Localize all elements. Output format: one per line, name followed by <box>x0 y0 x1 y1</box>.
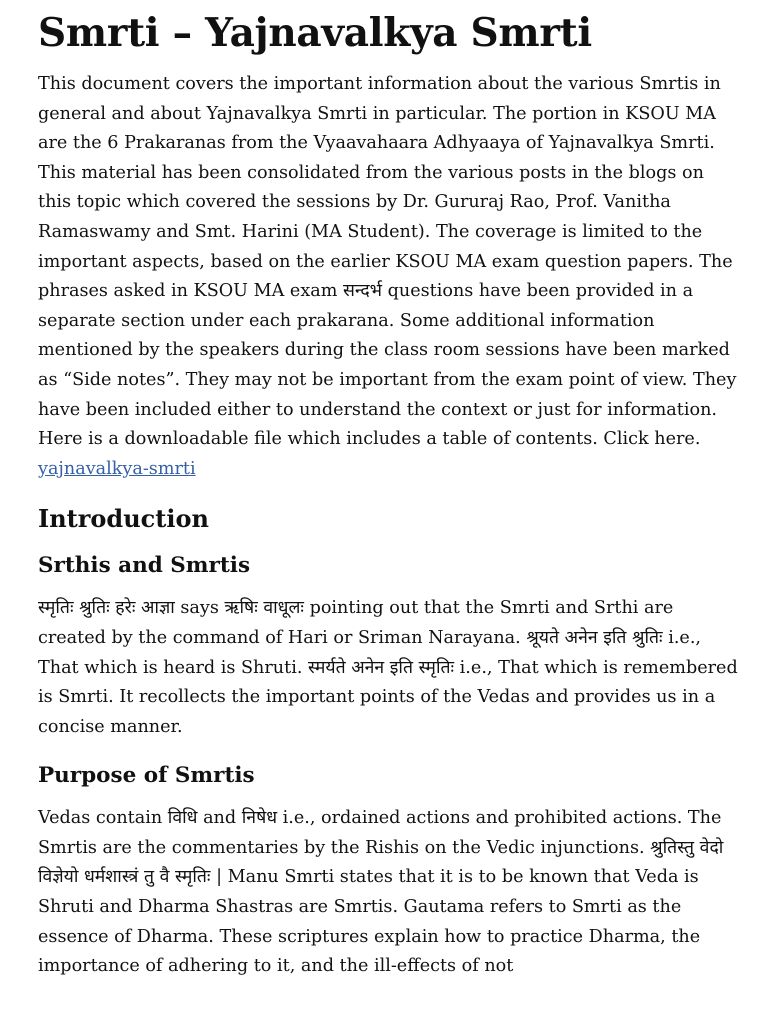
purpose-paragraph: Vedas contain विधि and निषेध i.e., ordained actions and prohibited actions. The Smrtis are the commentaries by the Rishis on the Vedic injunctions. श्रुतिस्तु वेदो विज्ञेयो धर्मशास्त्रं तु वै स्मृतिः | Manu Smrti states that it is to be known that Veda is Shruti and Dharma Shastras are Smrtis. Gautama refers to Smrti as the essence of Dharma. These scriptures explain how to practice Dharma, the importance of adhering to it, and the ill-effects of not <box>38 808 724 977</box>
introduction-heading: Introduction <box>38 504 209 534</box>
purpose-heading: Purpose of Smrtis <box>38 763 255 789</box>
srthis-smrtis-heading: Srthis and Smrtis <box>38 553 251 579</box>
intro-paragraph <box>38 70 738 484</box>
srthis-smrtis-paragraph: स्मृतिः श्रुतिः हरेः आज्ञा says ऋषिः वाधूलः pointing out that the Smrti and Srthi are created by the command of Hari or Sriman Narayana. श्रूयते अनेन इति श्रुतिः i.e., That which is heard is Shruti. स्मर्यते अनेन इति स्मृतिः i.e., That which is remembered is Smrti. It recollects the important points of the Vedas and provides us in a concise manner. <box>38 598 738 737</box>
download-link[interactable]: yajnavalkya-smrti <box>38 458 196 479</box>
page-title: Smrti – Yajnavalkya Smrti <box>38 10 592 56</box>
intro-text: This document covers the important information about the various Smrtis in general and about Yajnavalkya Smrti in particular. The portion in KSOU MA are the 6 Prakaranas from the Vyaavahaara Adhyaaya of Yajnavalkya Smrti. This material has been consolidated from the various posts in the blogs on this topic which covered the sessions by Dr. Gururaj Rao, Prof. Vanitha Ramaswamy and Smt. Harini (MA Student). The coverage is limited to the important aspects, based on the earlier KSOU MA exam question papers. The phrases asked in KSOU MA exam सन्दर्भ questions have been provided in a separate section under each prakarana. Some additional information mentioned by the speakers during the class room sessions have been marked as “Side notes”. They may not be important from the exam point of view. They have been included either to understand the context or just for information. Here is a downloadable file which includes a table of contents. Click here. <box>38 74 737 450</box>
